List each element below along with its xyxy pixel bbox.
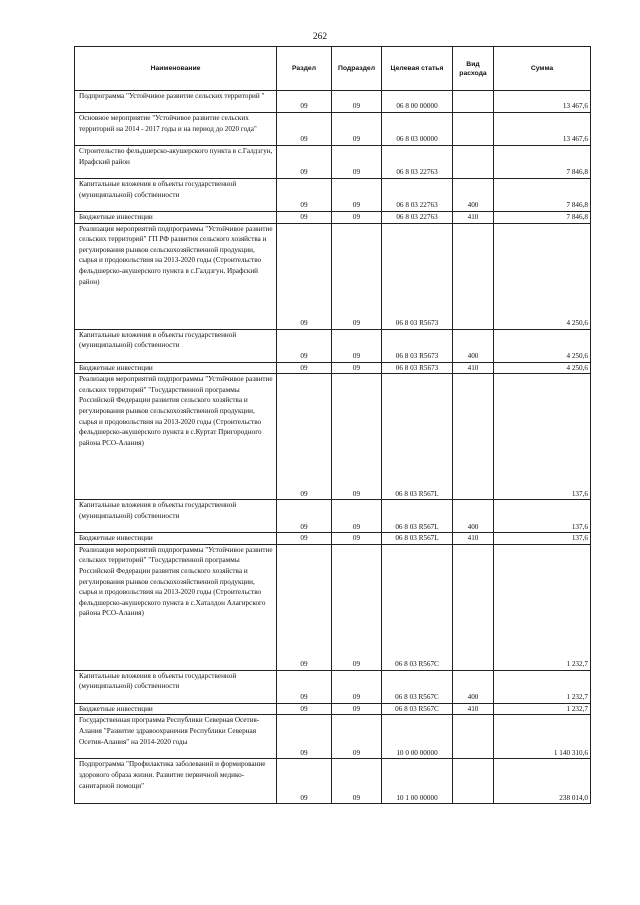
row-section: 09 (277, 91, 332, 113)
row-section: 09 (277, 533, 332, 545)
row-name: Капитальные вложения в объекты государственной (муниципальной) собственности (75, 670, 277, 703)
table-row (75, 223, 591, 329)
row-expense-type (453, 715, 494, 759)
row-section: 09 (277, 670, 332, 703)
budget-table (74, 46, 591, 804)
row-amount: 137,6 (494, 500, 591, 533)
row-amount: 1 232,7 (494, 544, 591, 670)
row-subsection: 09 (332, 91, 382, 113)
row-target: 10 0 00 00000 (382, 715, 453, 759)
row-section: 09 (277, 500, 332, 533)
row-section: 09 (277, 146, 332, 179)
page-number: 262 (312, 32, 328, 42)
row-subsection: 09 (332, 362, 382, 374)
row-target: 06 8 03 22763 (382, 212, 453, 224)
row-name: Бюджетные инвестиции (75, 212, 277, 224)
row-subsection: 09 (332, 146, 382, 179)
row-expense-type (453, 146, 494, 179)
row-expense-type: 410 (453, 362, 494, 374)
row-expense-type (453, 91, 494, 113)
table-row (75, 670, 591, 703)
row-expense-type: 410 (453, 533, 494, 545)
row-section: 09 (277, 329, 332, 362)
row-subsection: 09 (332, 374, 382, 500)
col-header-subsection: Подраздел (332, 47, 382, 91)
table-row (75, 212, 591, 224)
row-name: Реализация мероприятий подпрограммы "Устойчивое развитие сельских территорий" "Государственной программы Российской Федерации развития сельского хозяйства и регулирования рынков сельскохозяйственной продукции, сырья и продовольствия на 2013-2020 годы (Строительство фельдшерско-акушерского пункта в с.Куртат Пригородного района РСО-Алания) (75, 374, 277, 500)
row-amount: 4 250,6 (494, 362, 591, 374)
row-target: 06 8 03 R567C (382, 670, 453, 703)
row-section: 09 (277, 212, 332, 224)
row-name: Государственная программа Республики Северная Осетия-Алания "Развитие здравоохранения Республики Северная Осетия-Алания" на 2014-2020 годы (75, 715, 277, 759)
row-subsection: 09 (332, 113, 382, 146)
row-subsection: 09 (332, 212, 382, 224)
row-target: 10 1 00 00000 (382, 759, 453, 804)
row-subsection: 09 (332, 670, 382, 703)
row-amount: 1 232,7 (494, 703, 591, 715)
row-section: 09 (277, 374, 332, 500)
row-target: 06 8 03 22763 (382, 146, 453, 179)
row-expense-type: 410 (453, 703, 494, 715)
table-row (75, 146, 591, 179)
row-subsection: 09 (332, 759, 382, 804)
row-target: 06 8 03 R567L (382, 500, 453, 533)
col-header-target: Целевая статья (382, 47, 453, 91)
row-target: 06 8 03 R567C (382, 703, 453, 715)
row-target: 06 8 03 R5673 (382, 329, 453, 362)
row-amount: 13 467,6 (494, 113, 591, 146)
row-name: Подпрограмма "Профилактика заболеваний и формирование здорового образа жизни. Развитие первичной медико-санитарной помощи" (75, 759, 277, 804)
row-target: 06 8 03 R5673 (382, 223, 453, 329)
row-subsection: 09 (332, 329, 382, 362)
row-expense-type (453, 374, 494, 500)
table-row (75, 544, 591, 670)
row-subsection: 09 (332, 223, 382, 329)
row-expense-type: 400 (453, 670, 494, 703)
row-section: 09 (277, 362, 332, 374)
row-section: 09 (277, 544, 332, 670)
row-amount: 4 250,6 (494, 329, 591, 362)
col-header-section: Раздел (277, 47, 332, 91)
row-name: Реализация мероприятий подпрограммы "Устойчивое развитие сельских территорий" "Государственной программы Российской Федерации развития сельского хозяйства и регулирования рынков сельскохозяйственной продукции, сырья и продовольствия на 2013-2020 годы (Строительство фельдшерско-акушерского пункта в с.Хаталдон Алагирского района РСО-Алания) (75, 544, 277, 670)
row-subsection: 09 (332, 703, 382, 715)
row-amount: 137,6 (494, 533, 591, 545)
table-row (75, 374, 591, 500)
row-section: 09 (277, 759, 332, 804)
row-name: Капитальные вложения в объекты государственной (муниципальной) собственности (75, 329, 277, 362)
table-row (75, 533, 591, 545)
row-name: Строительство фельдшерско-акушерского пункта в с.Галдзгун, Ирафский район (75, 146, 277, 179)
col-header-expense-type: Вид расхода (453, 47, 494, 91)
row-expense-type (453, 759, 494, 804)
row-amount: 7 846,8 (494, 146, 591, 179)
row-name: Основное мероприятие "Устойчивое развитие сельских территорий на 2014 - 2017 годы и на период до 2020 года" (75, 113, 277, 146)
row-target: 06 8 03 R567L (382, 374, 453, 500)
row-subsection: 09 (332, 544, 382, 670)
row-amount: 7 846,8 (494, 212, 591, 224)
table-row (75, 703, 591, 715)
table-row (75, 329, 591, 362)
row-amount: 238 014,0 (494, 759, 591, 804)
row-amount: 1 232,7 (494, 670, 591, 703)
row-name: Бюджетные инвестиции (75, 533, 277, 545)
table-row (75, 500, 591, 533)
row-expense-type (453, 544, 494, 670)
row-target: 06 8 03 R567L (382, 533, 453, 545)
table-row (75, 179, 591, 212)
table-row (75, 759, 591, 804)
row-section: 09 (277, 703, 332, 715)
row-expense-type (453, 113, 494, 146)
table-row (75, 362, 591, 374)
row-expense-type: 400 (453, 179, 494, 212)
table-row (75, 715, 591, 759)
table-row (75, 113, 591, 146)
row-name: Бюджетные инвестиции (75, 362, 277, 374)
row-subsection: 09 (332, 533, 382, 545)
table-body (75, 91, 591, 804)
row-subsection: 09 (332, 179, 382, 212)
row-section: 09 (277, 715, 332, 759)
row-subsection: 09 (332, 500, 382, 533)
row-name: Подпрограмма "Устойчивое развитие сельских территорий " (75, 91, 277, 113)
table-header-row (75, 47, 591, 91)
row-amount: 137,6 (494, 374, 591, 500)
row-expense-type: 400 (453, 329, 494, 362)
row-section: 09 (277, 179, 332, 212)
row-target: 06 8 03 R5673 (382, 362, 453, 374)
row-target: 06 8 03 R567C (382, 544, 453, 670)
row-name: Капитальные вложения в объекты государственной (муниципальной) собственности (75, 500, 277, 533)
row-name: Бюджетные инвестиции (75, 703, 277, 715)
row-expense-type: 410 (453, 212, 494, 224)
row-amount: 1 140 310,6 (494, 715, 591, 759)
table-row (75, 91, 591, 113)
row-target: 06 8 03 00000 (382, 113, 453, 146)
row-expense-type: 400 (453, 500, 494, 533)
row-target: 06 8 00 00000 (382, 91, 453, 113)
row-expense-type (453, 223, 494, 329)
row-section: 09 (277, 113, 332, 146)
row-name: Реализация мероприятий подпрограммы "Устойчивое развитие сельских территорий" ГП РФ развития сельского хозяйства и регулирования рынков сельскохозяйственной продукции, сырья и продовольствия на 2013-2020 годы (Строительство фельдшерско-акушерского пункта в с.Галдзгун, Ирафский район) (75, 223, 277, 329)
row-subsection: 09 (332, 715, 382, 759)
row-amount: 7 846,8 (494, 179, 591, 212)
col-header-amount: Сумма (494, 47, 591, 91)
row-amount: 4 250,6 (494, 223, 591, 329)
row-name: Капитальные вложения в объекты государственной (муниципальной) собственности (75, 179, 277, 212)
row-amount: 13 467,6 (494, 91, 591, 113)
row-section: 09 (277, 223, 332, 329)
col-header-name: Наименование (75, 47, 277, 91)
row-target: 06 8 03 22763 (382, 179, 453, 212)
